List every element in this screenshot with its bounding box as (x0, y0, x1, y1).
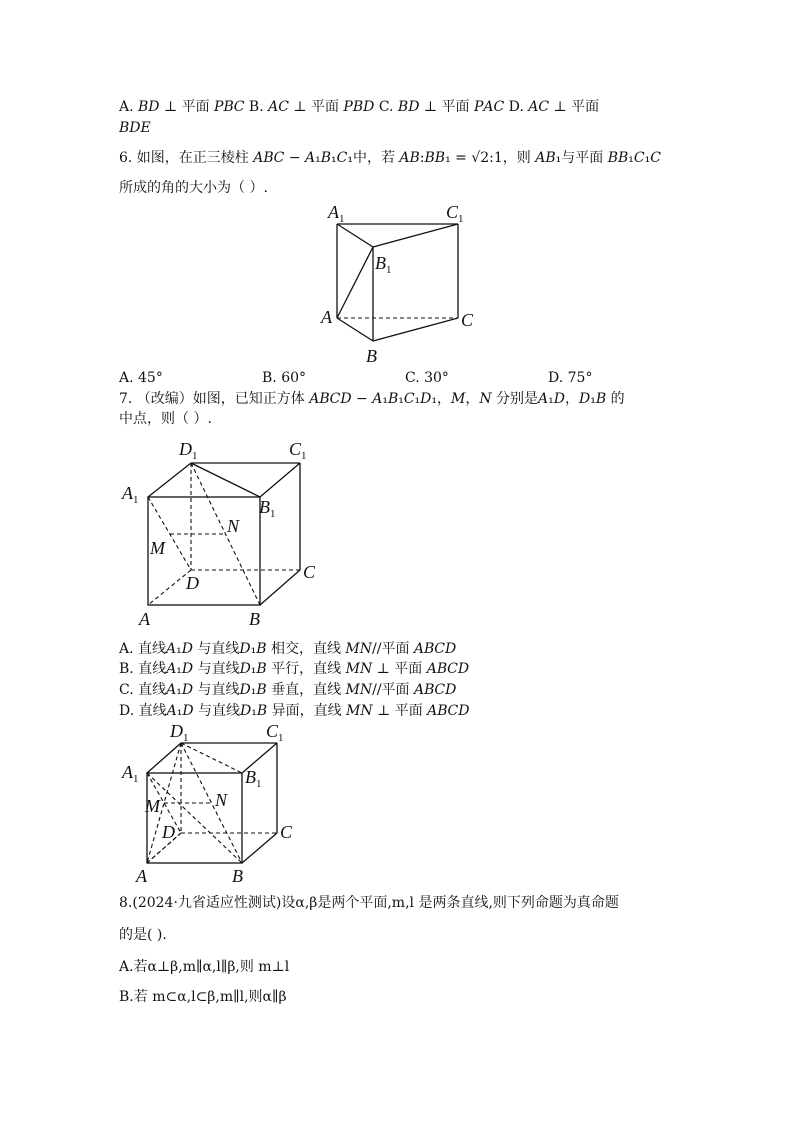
q6-label-a1: $A_1$ (328, 202, 345, 225)
q7-stem-line1: 7. （改编）如图，已知正方体 𝐴𝐵𝐶𝐷 − 𝐴₁𝐵₁𝐶₁𝐷₁，𝑀，𝑁 分别是𝐴₁𝐷，𝐷₁𝐵 的 (119, 391, 625, 407)
q6-label-c: C (461, 310, 474, 330)
q7-option-b: B. 直线𝐴₁𝐷 与直线𝐷₁𝐵 平行，直线 𝑀𝑁 ⊥ 平面 𝐴𝐵𝐶𝐷 (119, 661, 470, 677)
q7-label-m: M (150, 538, 165, 558)
q7-fig2-label-b: B (232, 866, 243, 886)
q7-label-a: A (139, 609, 150, 629)
q6-option-d: D. 75° (548, 370, 593, 386)
q8-stem-line2: 的是( ). (119, 927, 167, 943)
q8-option-a: A.若α⊥β,m∥α,l∥β,则 m⊥l (119, 959, 290, 975)
q7-fig2-label-c1: $C_1$ (266, 721, 284, 744)
q5-options-line1: A. 𝐵𝐷 ⊥ 平面 𝑃𝐵𝐶 B. 𝐴𝐶 ⊥ 平面 𝑃𝐵𝐷 C. 𝐵𝐷 ⊥ 平面 𝑃𝐴𝐶 D. 𝐴𝐶 ⊥ 平面 (119, 99, 600, 115)
q7-fig2-label-a: A (136, 866, 147, 886)
q6-stem-line1: 6. 如图，在正三棱柱 𝐴𝐵𝐶 − 𝐴₁𝐵₁𝐶₁中，若 𝐴𝐵:𝐵𝐵₁ = √2:1，则 𝐴𝐵₁与平面 𝐵𝐵₁𝐶₁𝐶 (119, 150, 661, 166)
q7-label-d: D (186, 573, 199, 593)
q7-fig2-label-d: D (162, 822, 175, 842)
q7-fig2-label-d1: $D_1$ (170, 721, 189, 744)
q6-label-b: B (366, 346, 377, 366)
q8-stem-line1: 8.(2024·九省适应性测试)设α,β是两个平面,m,l 是两条直线,则下列命题为真命题 (119, 895, 619, 911)
q7-label-c1: $C_1$ (289, 439, 307, 462)
q7-fig2-label-n: N (215, 790, 228, 810)
q7-stem-line2: 中点，则（ ）. (119, 411, 212, 427)
q7-label-a1: $A_1$ (122, 483, 139, 506)
q7-fig2-label-a1: $A_1$ (122, 762, 139, 785)
q6-option-a: A. 45° (119, 370, 163, 386)
q7-label-d1: $D_1$ (179, 439, 198, 462)
q6-stem-line2: 所成的角的大小为（ ）. (119, 180, 268, 196)
q6-label-a: A (321, 307, 332, 327)
q7-fig2-label-m: M (145, 796, 160, 816)
q7-label-b: B (249, 609, 260, 629)
q5-options-line2: 𝐵𝐷𝐸 (119, 120, 151, 136)
q8-option-b: B.若 m⊂α,l⊂β,m∥l,则α∥β (119, 989, 287, 1005)
q6-label-c1: $C_1$ (446, 202, 464, 225)
q7-fig2-label-c: C (280, 822, 293, 842)
q7-label-n: N (227, 516, 240, 536)
q6-option-c: C. 30° (405, 370, 449, 386)
q7-option-a: A. 直线𝐴₁𝐷 与直线𝐷₁𝐵 相交，直线 𝑀𝑁//平面 𝐴𝐵𝐶𝐷 (119, 641, 457, 657)
q6-option-b: B. 60° (262, 370, 307, 386)
q7-label-c: C (303, 562, 316, 582)
q6-label-b1: $B_1$ (375, 253, 392, 276)
q7-option-d: D. 直线𝐴₁𝐷 与直线𝐷₁𝐵 异面，直线 𝑀𝑁 ⊥ 平面 𝐴𝐵𝐶𝐷 (119, 703, 470, 719)
q7-label-b1: $B_1$ (259, 497, 276, 520)
q7-fig2-label-b1: $B_1$ (245, 767, 262, 790)
q7-option-c: C. 直线𝐴₁𝐷 与直线𝐷₁𝐵 垂直，直线 𝑀𝑁//平面 𝐴𝐵𝐶𝐷 (119, 682, 457, 698)
